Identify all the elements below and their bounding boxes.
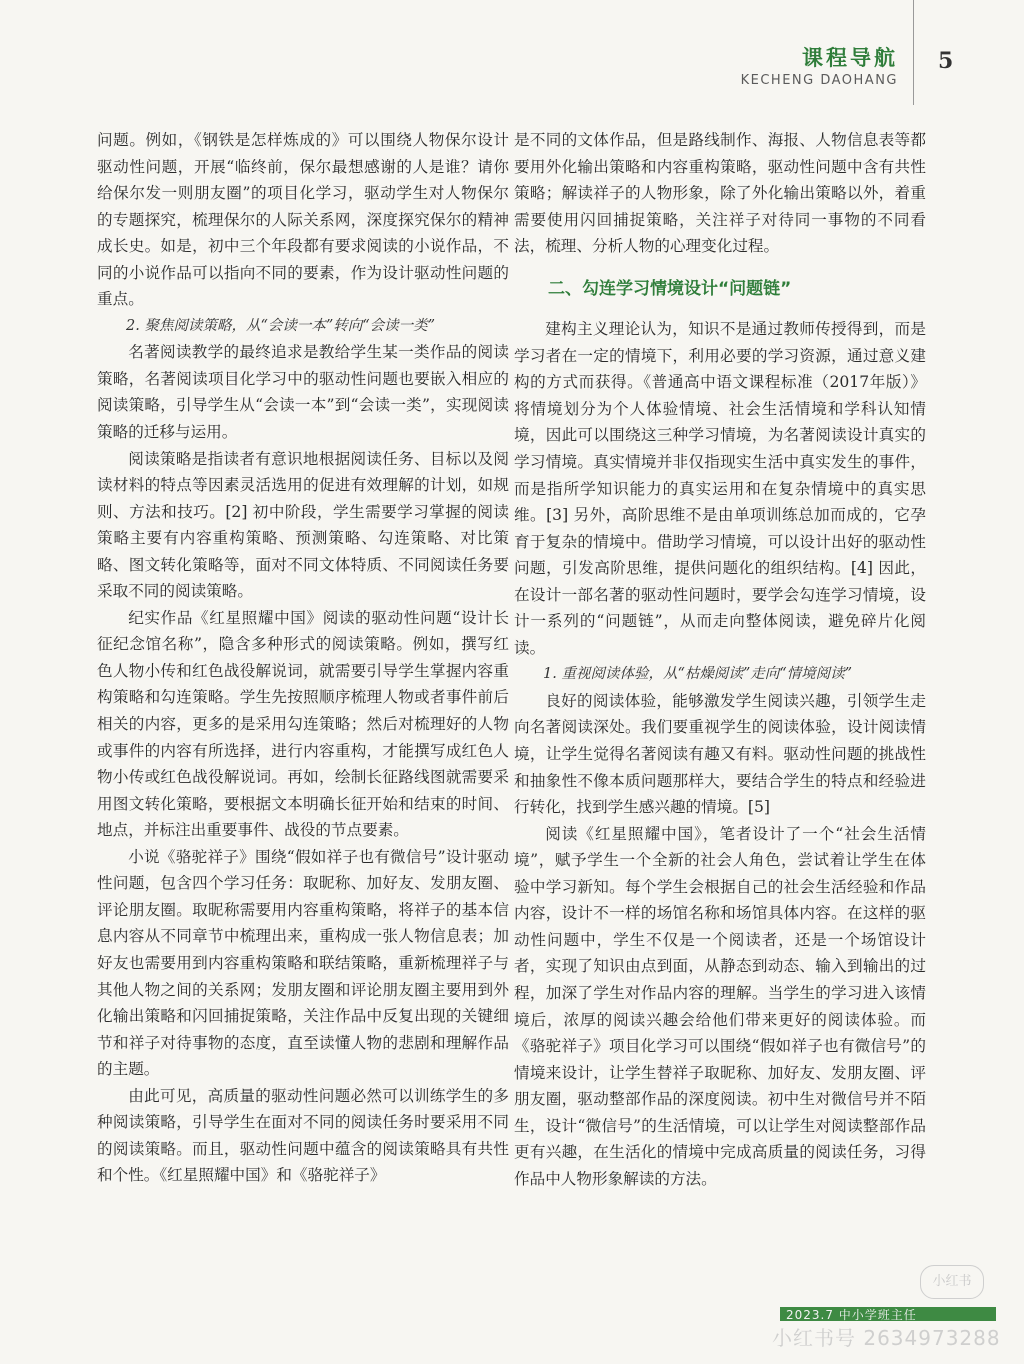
paragraph: 阅读《红星照耀中国》，笔者设计了一个“社会生活情境”，赋予学生一个全新的社会人角色，尝试着让学生在体验中学习新知。每个学生会根据自己的社会生活经验和作品内容，设计不一样的场馆名称和场馆具体内容。在这样的驱动性问题中，学生不仅是一个阅读者，还是一个场馆设计者，实现了知识由点到面，从静态到动态、输入到输出的过程，加深了学生对作品内容的理解。当学生的学习进入该情境后，浓厚的阅读兴趣会给他们带来更好的阅读体验。而《骆驼祥子》项目化学习可以围绕“假如祥子也有微信号”的情境来设计，让学生替祥子取昵称、加好友、发朋友圈、评朋友圈，驱动整部作品的深度阅读。初中生对微信号并不陌生，设计“微信号”的生活情境，可以让学生对阅读整部作品更有兴趣，在生活化的情境中完成高质量的阅读任务，习得作品中人物形象解读的方法。 [514, 824, 926, 1188]
paragraph: 纪实作品《红星照耀中国》阅读的驱动性问题“设计长征纪念馆名称”，隐含多种形式的阅读策略。例如，撰写红色人物小传和红色战役解说词，就需要引导学生掌握内容重构策略和勾连策略。学生先按照顺序梳理人物或者事件前后相关的内容，更多的是采用勾连策略；然后对梳理好的人物或事件的内容有所选择，进行内容重构，才能撰写成红色人物小传或红色战役解说词。再如，绘制长征路线图就需要采用图文转化策略，要根据文本明确长征开始和结束的时间、地点，并标注出重要事件、战役的节点要素。 [97, 608, 509, 840]
paragraph: 良好的阅读体验，能够激发学生阅读兴趣，引领学生走向名著阅读深处。我们要重视学生的阅读体验，设计阅读情境，让学生觉得名著阅读有趣又有料。驱动性问题的挑战性和抽象性不像本质问题那样大，要结合学生的特点和经验进行转化，找到学生感兴趣的情境。[5] [514, 691, 926, 817]
paragraph: 阅读策略是指读者有意识地根据阅读任务、目标以及阅读材料的特点等因素灵活选用的促进有效理解的计划，如规则、方法和技巧。[2] 初中阶段，学生需要学习掌握的阅读策略主要有内容重构策略、预测策略、勾连策略、对比策略、图文转化策略等，面对不同文体特质、不同阅读任务要采取不同的阅读策略。 [97, 449, 509, 601]
section-title: 课程导航 [802, 46, 898, 70]
subheading: 1. 重视阅读体验，从“枯燥阅读”走向“情境阅读” [543, 666, 853, 683]
section-subtitle: KECHENG DAOHANG [740, 73, 898, 88]
paragraph: 由此可见，高质量的驱动性问题必然可以训练学生的多种阅读策略，引导学生在面对不同的阅读任务时要采用不同的阅读策略。而且，驱动性问题中蕴含的阅读策略具有共性和个性。《红星照耀中国》和《骆驼祥子》 [97, 1086, 509, 1185]
paragraph: 问题。例如，《钢铁是怎样炼成的》可以围绕人物保尔设计驱动性问题，开展“临终前，保尔最想感谢的人是谁？请你给保尔发一则朋友圈”的项目化学习，驱动学生对人物保尔的专题探究，梳理保尔的人际关系网，深度探究保尔的精神成长史。如是，初中三个年段都有要求阅读的小说作品，不同的小说作品可以指向不同的要素，作为设计驱动性问题的重点。 [97, 131, 509, 309]
watermark-text: 小红书号 2634973288 [772, 1326, 1001, 1350]
journal-issue: 2023.7 中小学班主任 [786, 1308, 917, 1322]
left-column [97, 127, 509, 1189]
header-divider [913, 0, 914, 105]
paragraph: 建构主义理论认为，知识不是通过教师传授得到，而是学习者在一定的情境下，利用必要的学习资源，通过意义建构的方式而获得。《普通高中语文课程标准（2017年版）》将情境划分为个人体验情境、社会生活情境和学科认知情境，因此可以围绕这三种学习情境，为名著阅读设计真实的学习情境。真实情境并非仅指现实生活中真实发生的事件，而是指所学知识能力的真实运用和在复杂情境中的真实思维。[3] 另外，高阶思维不是由单项训练总加而成的，它孕育于复杂的情境中。借助学习情境，可以设计出好的驱动性问题，引发高阶思维，提供问题化的组织结构。[4] 因此，在设计一部名著的驱动性问题时，要学会勾连学习情境，设计一系列的“问题链”，从而走向整体阅读，避免碎片化阅读。 [514, 320, 926, 657]
paragraph: 名著阅读教学的最终追求是教给学生某一类作品的阅读策略，名著阅读项目化学习中的驱动性问题也要嵌入相应的阅读策略，引导学生从“会读一本”到“会读一类”，实现阅读策略的迁移与运用。 [97, 343, 509, 442]
subheading: 2. 聚焦阅读策略，从“会读一本”转向“会读一类” [126, 317, 436, 334]
watermark-badge: 小红书 [920, 1265, 984, 1299]
page-number: 5 [938, 48, 954, 74]
section-heading: 二、勾连学习情境设计“问题链” [548, 278, 792, 299]
right-column [514, 127, 926, 1192]
paragraph: 小说《骆驼祥子》围绕“假如祥子也有微信号”设计驱动性问题，包含四个学习任务：取昵称、加好友、发朋友圈、评论朋友圈。取昵称需要用内容重构策略，将祥子的基本信息内容从不同章节中梳理出来，重构成一张人物信息表；加好友也需要用到内容重构策略和联结策略，重新梳理祥子与其他人物之间的关系网；发朋友圈和评论朋友圈主要用到外化输出策略和闪回捕捉策略，关注作品中反复出现的关键细节和祥子对待事物的态度，直至读懂人物的悲剧和理解作品的主题。 [97, 847, 509, 1079]
paragraph: 是不同的文体作品，但是路线制作、海报、人物信息表等都要用外化输出策略和内容重构策略，驱动性问题中含有共性策略；解读祥子的人物形象，除了外化输出策略以外，着重需要使用闪回捕捉策略，关注祥子对待同一事物的不同看法，梳理、分析人物的心理变化过程。 [514, 131, 926, 256]
